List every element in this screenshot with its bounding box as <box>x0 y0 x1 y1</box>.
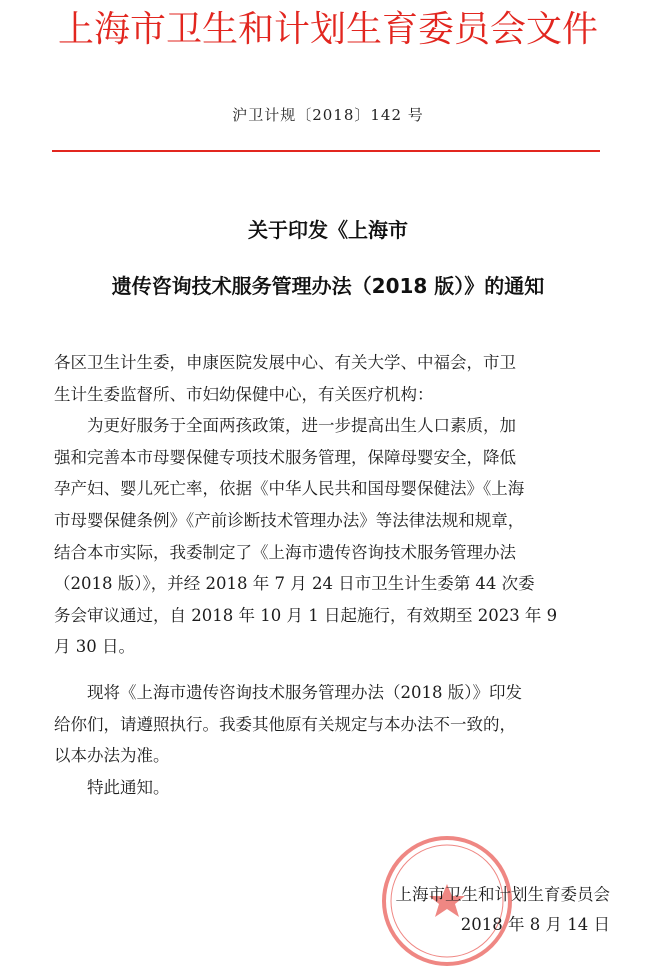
signature-date: 2018 年 8 月 14 日 <box>460 915 610 934</box>
document-number: 沪卫计规〔2018〕142 号 <box>232 106 424 124</box>
red-divider <box>52 150 600 152</box>
body-line: 孕产妇、婴儿死亡率，依据《中华人民共和国母婴保健法》《上海 <box>54 479 525 499</box>
signature-block <box>290 880 610 940</box>
body-line: 务会审议通过，自 2018 年 10 月 1 日起施行，有效期至 2023 年 9 <box>54 605 558 625</box>
body-line: 结合本市实际，我委制定了《上海市遗传咨询技术服务管理办法 <box>54 542 516 562</box>
body-line: 月 30 日。 <box>54 637 135 657</box>
signature-organization: 上海市卫生和计划生育委员会 <box>395 885 610 904</box>
body-line: 为更好服务于全面两孩政策，进一步提高出生人口素质，加 <box>54 416 516 436</box>
title-line-1: 关于印发《上海市 <box>248 218 408 242</box>
body-line: 以本办法为准。 <box>54 746 170 766</box>
body-line: 给你们，请遵照执行。我委其他原有关规定与本办法不一致的， <box>54 714 516 734</box>
body-line: 生计生委监督所、市妇幼保健中心，有关医疗机构： <box>54 384 434 404</box>
title-line-2: 遗传咨询技术服务管理办法（2018 版）》的通知 <box>111 274 545 298</box>
body-line: 特此通知。 <box>54 777 170 797</box>
body-line: 现将《上海市遗传咨询技术服务管理办法（2018 版）》印发 <box>54 682 522 702</box>
issuer-header: 上海市卫生和计划生育委员会文件 <box>57 9 598 50</box>
body-line: 强和完善本市母婴保健专项技术服务管理，保障母婴安全，降低 <box>54 447 516 467</box>
body-line: （2018 版）》，并经 2018 年 7 月 24 日市卫生计生委第 44 次委 <box>54 574 535 594</box>
paragraph-gap <box>54 663 602 677</box>
body-text <box>54 347 602 803</box>
body-line: 市母婴保健条例》《产前诊断技术管理办法》等法律法规和规章， <box>54 510 525 530</box>
body-line: 各区卫生计生委，申康医院发展中心、有关大学、中福会，市卫 <box>54 353 516 372</box>
